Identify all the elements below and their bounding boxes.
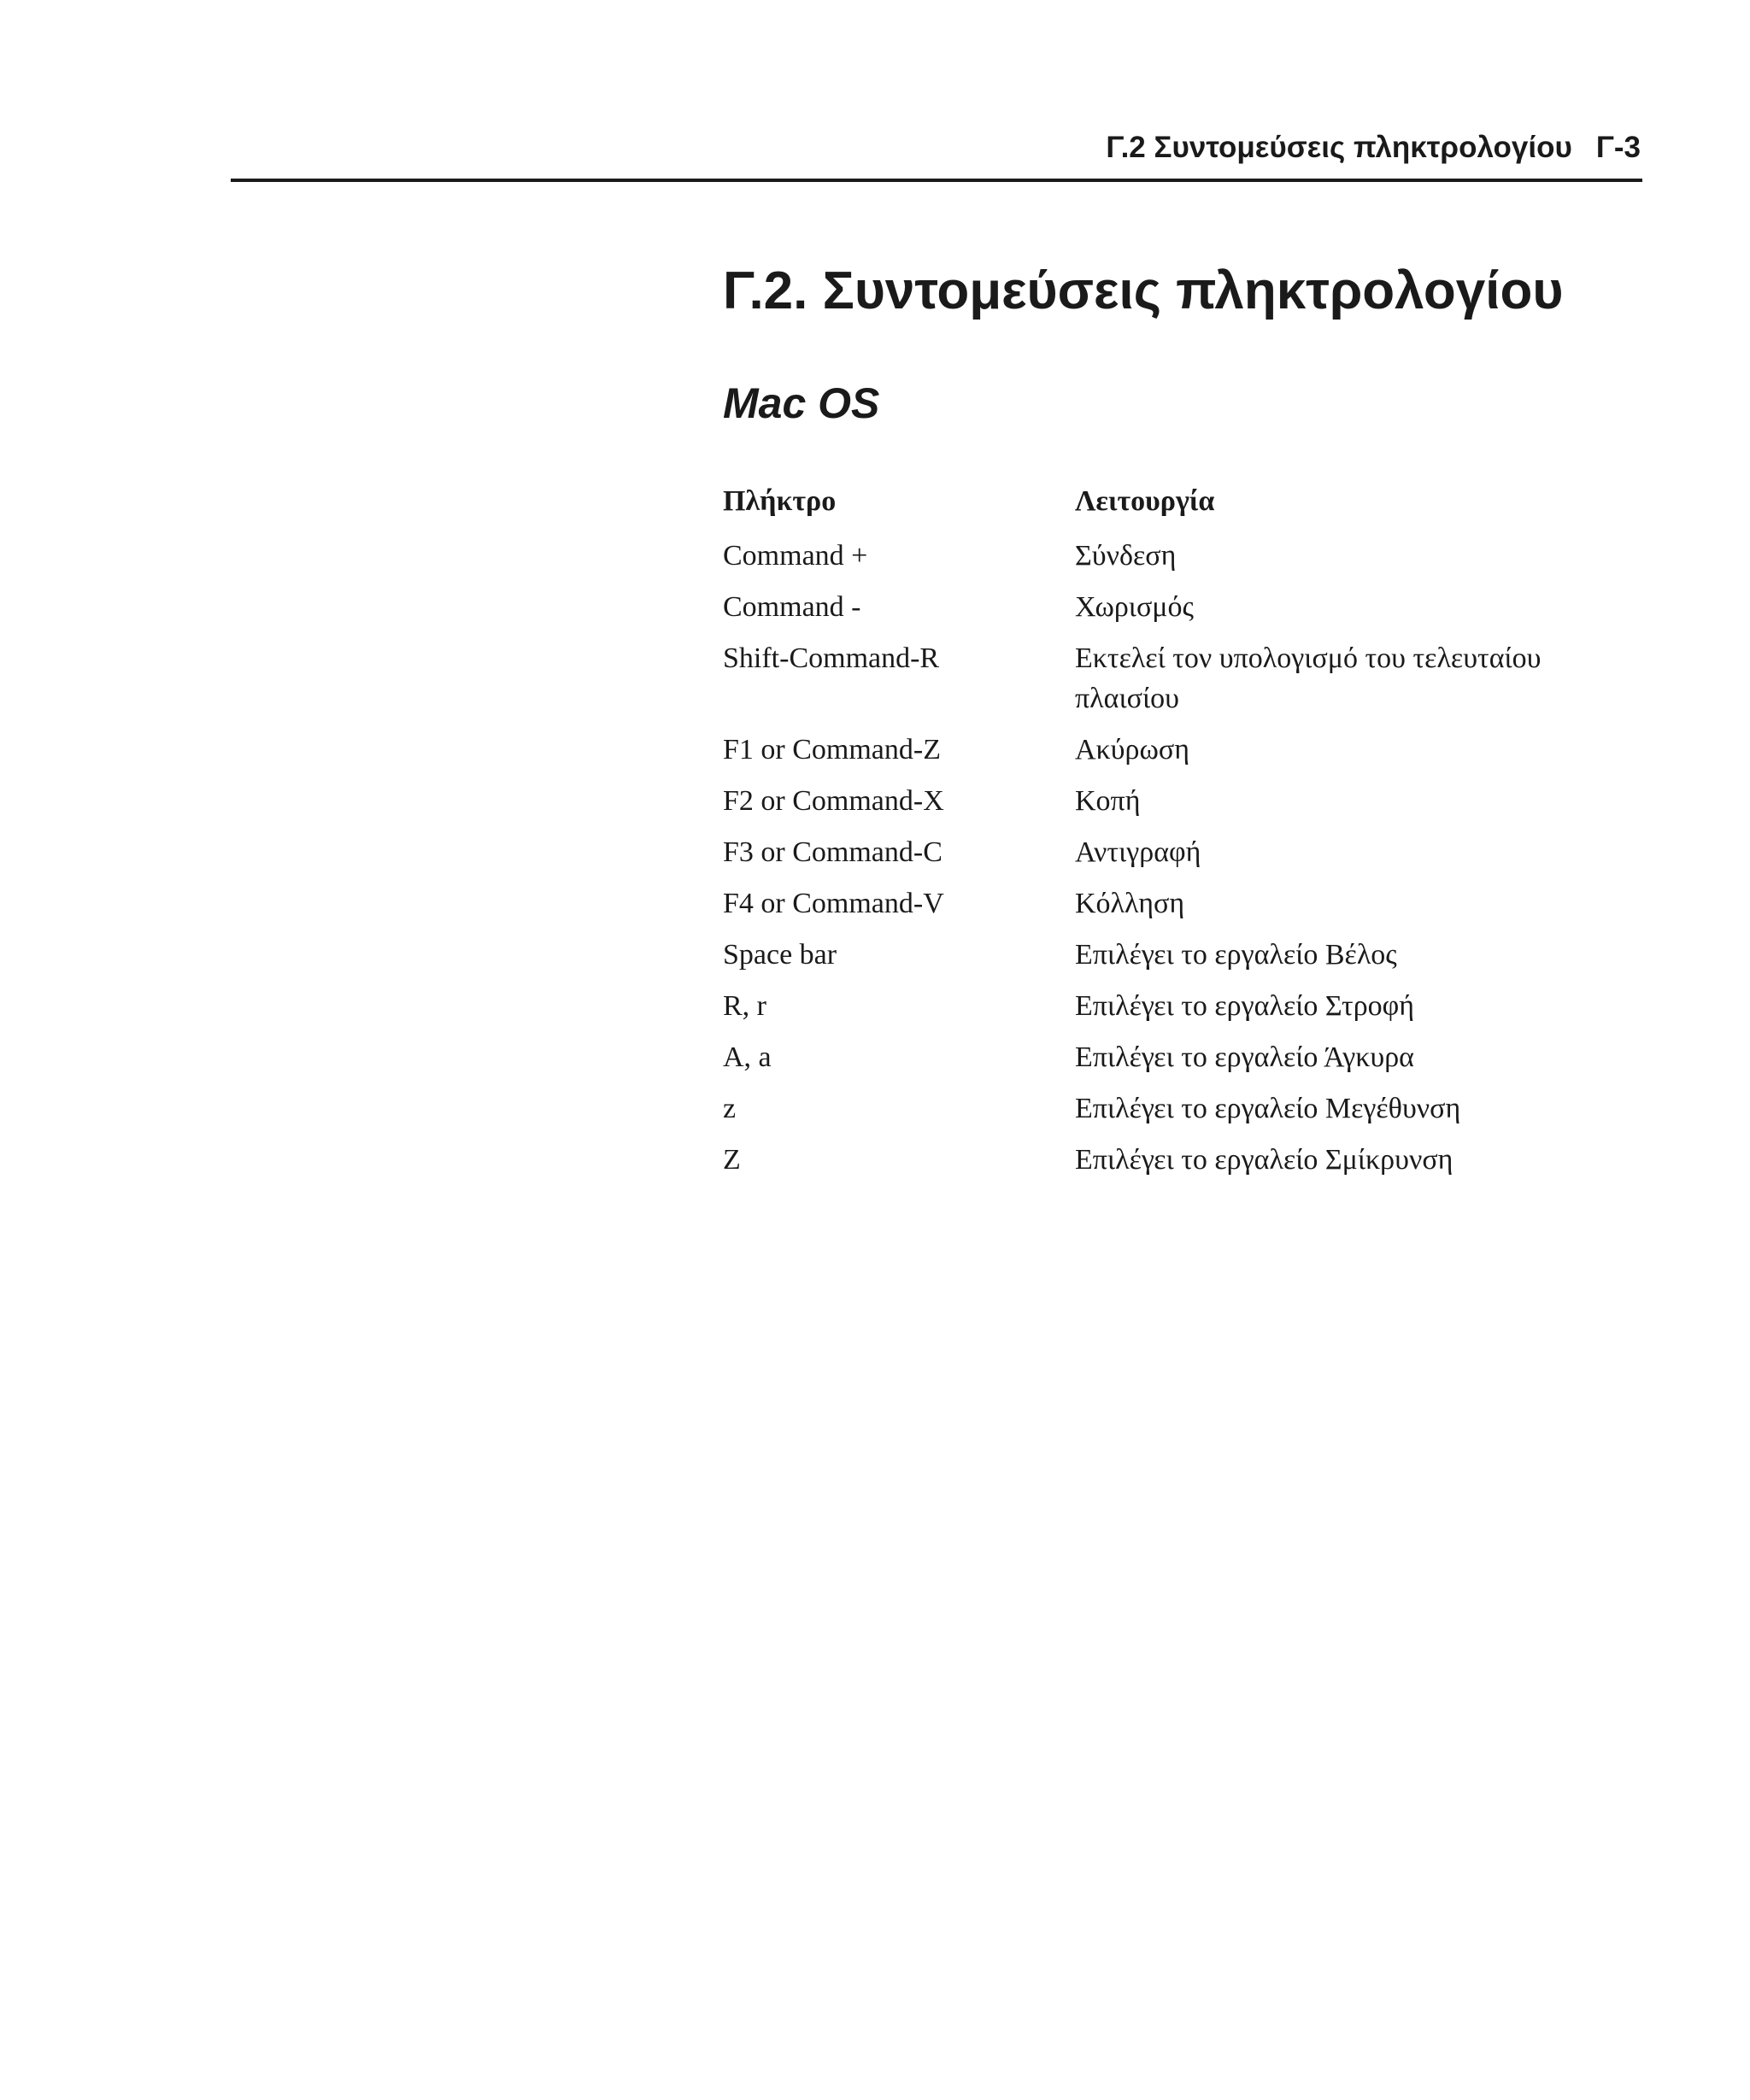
table-row bbox=[723, 935, 1642, 975]
table-row bbox=[723, 832, 1642, 872]
shortcut-function: Ακύρωση bbox=[1075, 734, 1189, 766]
shortcut-function: Επιλέγει το εργαλείο Άγκυρα bbox=[1075, 1041, 1414, 1073]
shortcut-table bbox=[723, 480, 1642, 1180]
shortcut-key: F3 or Command-C bbox=[723, 836, 943, 868]
table-row bbox=[723, 730, 1642, 770]
shortcut-function: Κόλληση bbox=[1075, 888, 1185, 919]
shortcut-key: R, r bbox=[723, 990, 766, 1022]
table-row bbox=[723, 536, 1642, 576]
shortcut-function: Επιλέγει το εργαλείο Μεγέθυνση bbox=[1075, 1093, 1461, 1124]
shortcut-key: Command + bbox=[723, 540, 868, 572]
subsection-title: Mac OS bbox=[723, 379, 880, 427]
shortcut-function: Επιλέγει το εργαλείο Βέλος bbox=[1075, 939, 1397, 971]
running-header bbox=[1106, 126, 1641, 169]
shortcut-function: Χωρισμός bbox=[1075, 591, 1194, 623]
table-row bbox=[723, 1037, 1642, 1077]
table-row bbox=[723, 1140, 1642, 1180]
shortcut-key: Z bbox=[723, 1144, 741, 1176]
shortcut-function: Σύνδεση bbox=[1075, 540, 1177, 572]
column-header-function: Λειτουργία bbox=[1075, 485, 1215, 517]
page-number: Γ-3 bbox=[1595, 131, 1641, 164]
header-rule bbox=[231, 179, 1642, 182]
shortcut-function: Κοπή bbox=[1075, 785, 1141, 817]
table-row bbox=[723, 638, 1642, 719]
shortcut-function: Επιλέγει το εργαλείο Στροφή bbox=[1075, 990, 1415, 1022]
shortcut-function: Επιλέγει το εργαλείο Σμίκρυνση bbox=[1075, 1144, 1453, 1176]
shortcut-key: F4 or Command-V bbox=[723, 888, 944, 919]
table-header-row bbox=[723, 480, 1642, 525]
shortcut-key: z bbox=[723, 1093, 737, 1124]
shortcut-key: A, a bbox=[723, 1041, 772, 1073]
shortcut-function: Εκτελεί τον υπολογισμό του τελευταίου πλαισίου bbox=[1075, 642, 1542, 714]
shortcut-key: F1 or Command-Z bbox=[723, 734, 941, 766]
column-header-key: Πλήκτρο bbox=[723, 485, 837, 517]
running-header-section: Γ.2 Συντομεύσεις πληκτρολογίου bbox=[1106, 131, 1572, 164]
table-row bbox=[723, 883, 1642, 924]
table-row bbox=[723, 986, 1642, 1026]
shortcut-key: Space bar bbox=[723, 939, 837, 971]
shortcut-key: F2 or Command-X bbox=[723, 785, 944, 817]
shortcut-key: Command - bbox=[723, 591, 861, 623]
shortcut-key: Shift-Command-R bbox=[723, 642, 940, 674]
shortcut-function: Αντιγραφή bbox=[1075, 836, 1201, 868]
table-row bbox=[723, 587, 1642, 627]
table-row bbox=[723, 781, 1642, 821]
section-title: Γ.2. Συντομεύσεις πληκτρολογίου bbox=[723, 261, 1564, 320]
table-row bbox=[723, 1088, 1642, 1129]
